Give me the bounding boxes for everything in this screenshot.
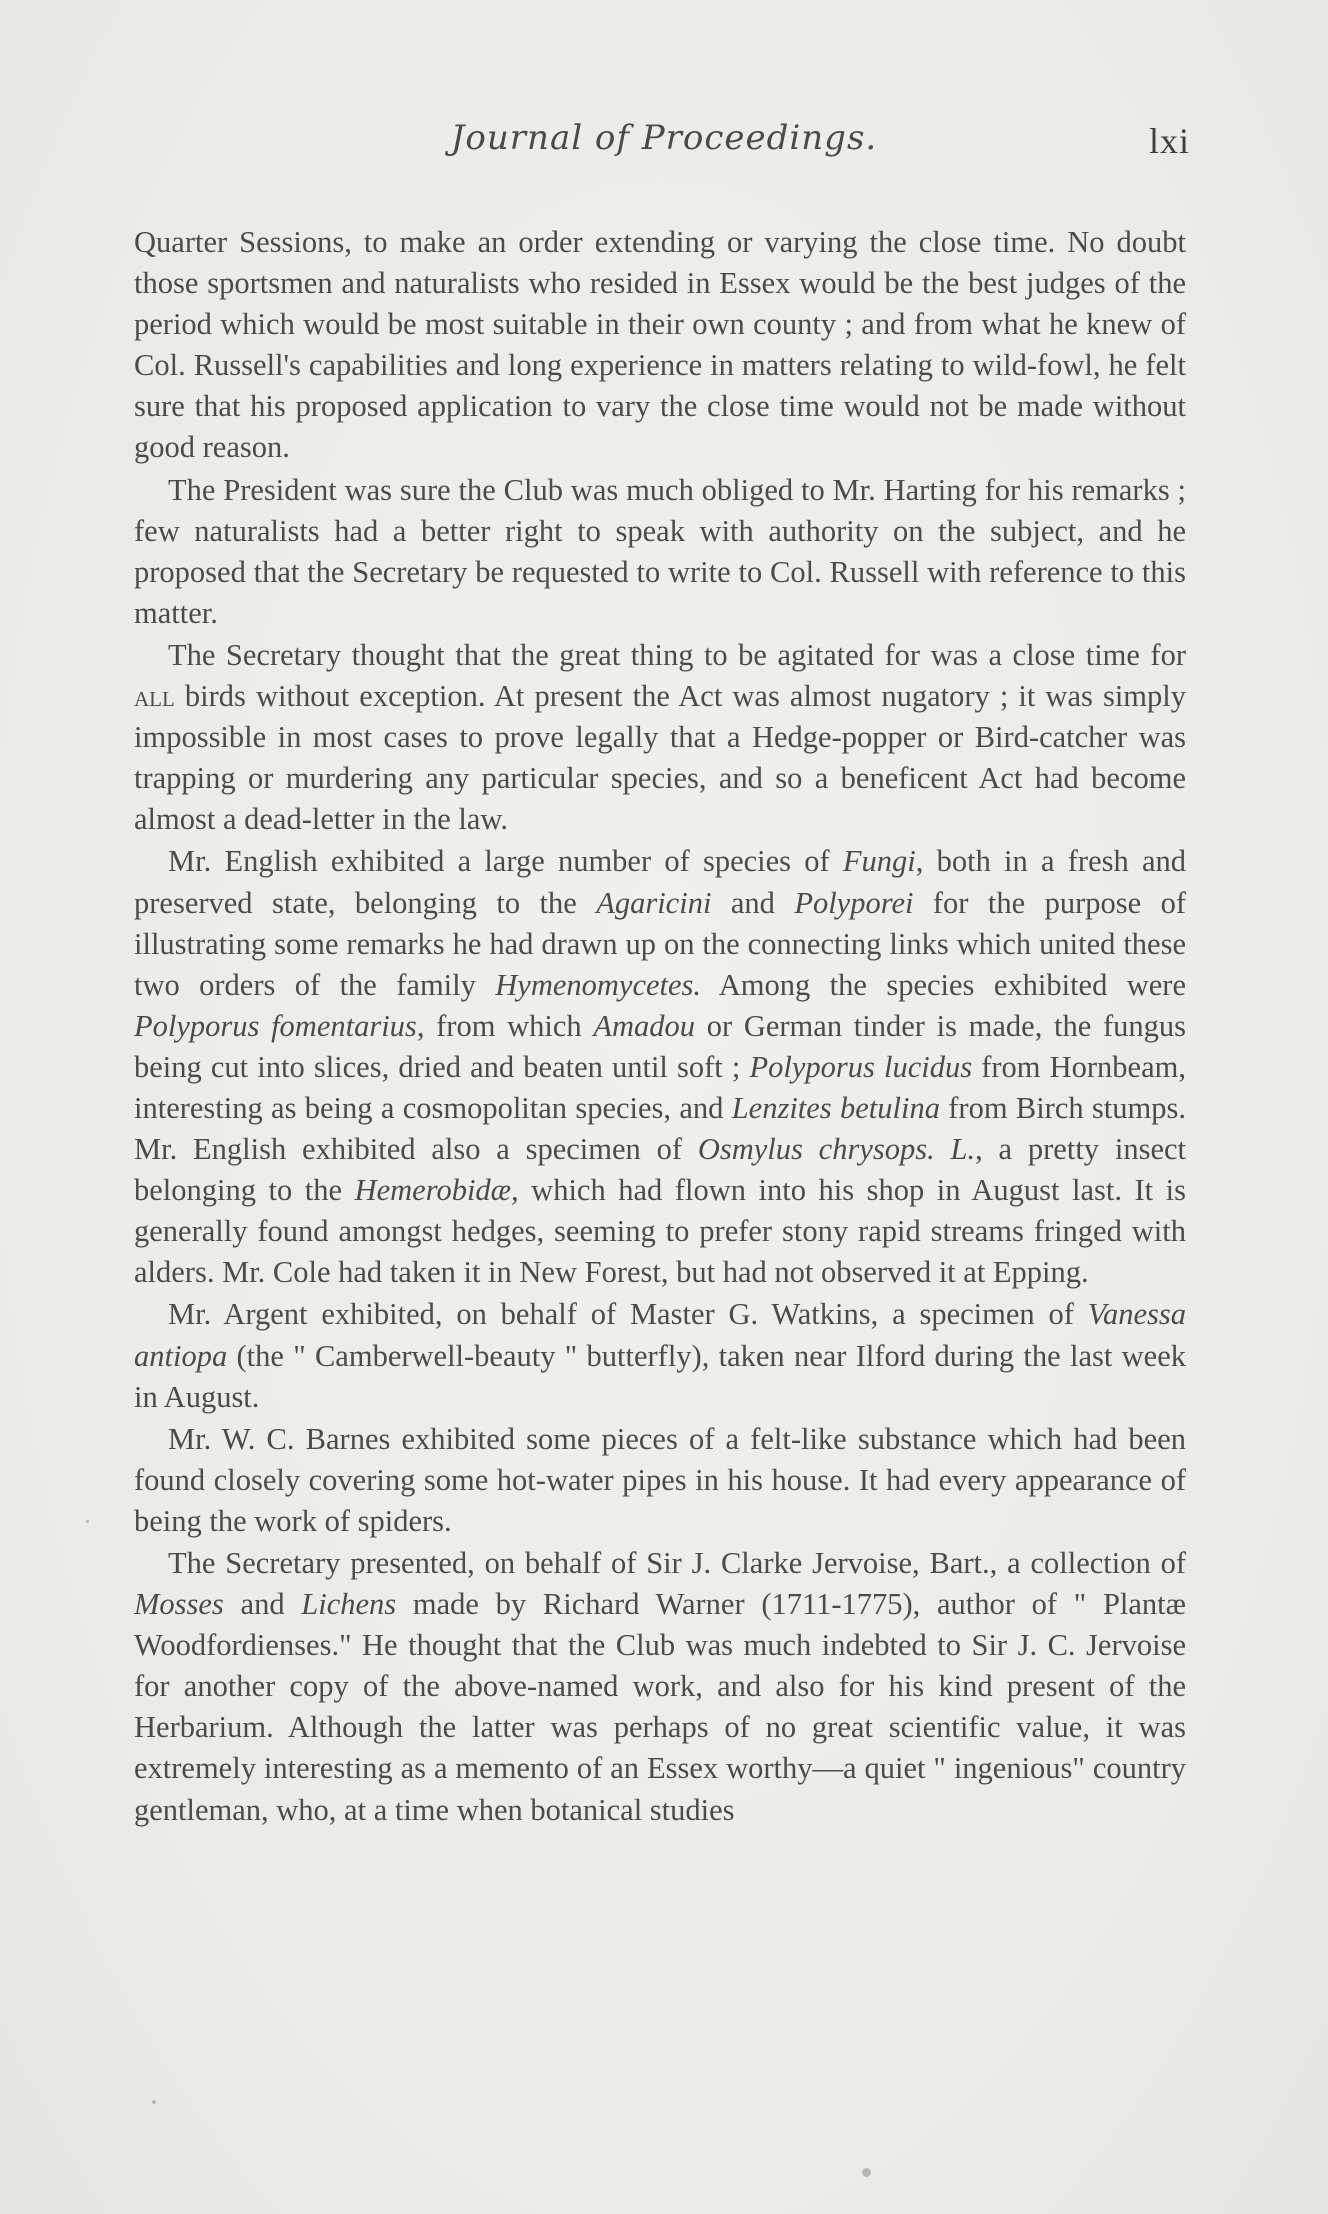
paragraph: The President was sure the Club was much obliged to Mr. Harting for his remarks ; few naturalists had a better right to speak with authority on the subject, and he proposed that the Secretary be requested to write to Col. Russell with reference to this matter. xyxy=(134,472,1186,630)
text-run: from Birch stumps. Mr. English exhibited also a specimen of xyxy=(134,1090,1186,1167)
text-run: which had flown into his shop in August last. It is generally found amongst hedges, seeming to prefer stony rapid streams fringed with alders. Mr. Cole had taken it in New Forest, but had not observed it at Epping. xyxy=(134,1173,1186,1290)
paper-speck xyxy=(862,2168,871,2177)
italic-term: Lichens xyxy=(301,1587,397,1622)
running-title: Journal of Proceedings. xyxy=(450,118,878,158)
text-run: made by Richard Warner (1711-1775), author of " Plantæ Woodfordienses." He thought that the Club was much indebted to Sir J. C. Jervoise for another copy of the above-named work, and also for his kind present of the Herbarium. Although the latter was perhaps of no great scientific value, it was extremely interesting as a memento of an Essex worthy—a quiet " ingenious" country gentleman, who, at a time when botanical studies xyxy=(134,1587,1186,1827)
small-caps-text: all xyxy=(134,679,175,714)
text-run: The Secretary thought that the great thing to be agitated for was a close time for xyxy=(168,637,1186,672)
paragraph: Mr. W. C. Barnes exhibited some pieces of a felt-like substance which had been found closely covering some hot-water pipes in his house. It had every appearance of being the work of spiders. xyxy=(134,1421,1186,1538)
text-run: from Hornbeam, interesting as being a cosmopolitan species, and xyxy=(134,1049,1186,1125)
italic-term: Vanessa antiopa xyxy=(134,1297,1186,1373)
text-run: , both in a fresh and preserved state, belonging to the xyxy=(134,844,1186,920)
italic-term: Agaricini xyxy=(596,885,712,920)
italic-term: Fungi xyxy=(842,844,916,879)
text-run: or German tinder is made, the fungus being cut into slices, dried and beaten until soft ; xyxy=(134,1008,1186,1084)
text-run: and xyxy=(711,885,795,920)
paragraph xyxy=(134,841,1186,1293)
text-run: Mr. Argent exhibited, on behalf of Master G. Watkins, a specimen of xyxy=(168,1297,1088,1332)
paragraph xyxy=(134,1294,1186,1417)
text-run: The Secretary presented, on behalf of Sir J. Clarke Jervoise, Bart., a collection of xyxy=(168,1546,1186,1580)
body-text xyxy=(134,222,1186,1832)
text-run: birds without exception. At present the Act was almost nugatory ; it was simply impossible in most cases to prove legally that a Hedge-popper or Bird-catcher was trapping or murdering any particular species, and so a beneficent Act had become almost a dead-letter in the law. xyxy=(134,679,1186,837)
italic-term: Polyporus fomentarius xyxy=(134,1008,417,1043)
italic-term: Lenzites betulina xyxy=(731,1090,940,1125)
page-number: lxi xyxy=(1148,121,1190,161)
paragraph: Quarter Sessions, to make an order extending or varying the close time. No doubt those sportsmen and naturalists who resided in Essex would be the best judges of the period which would be most suitable in their own county ; and from what he knew of Col. Russell's capabilities and long experience in matters relating to wild-fowl, he felt sure that his proposed application to vary the close time would not be made without good reason. xyxy=(134,225,1186,465)
text-run: , a pretty insect belonging to the xyxy=(134,1132,1186,1208)
italic-term: Osmylus chrysops. L. xyxy=(697,1132,976,1167)
paper-speck xyxy=(152,2100,156,2104)
italic-term: Polyporei xyxy=(794,885,914,920)
text-run: and xyxy=(223,1587,302,1622)
paper-speck xyxy=(86,1520,89,1523)
italic-term: Polyporus lucidus xyxy=(749,1049,973,1084)
text-run: Mr. English exhibited a large number of species of xyxy=(168,844,843,879)
text-run: Among the species exhibited were xyxy=(701,967,1186,1002)
italic-term: Amadou xyxy=(593,1008,696,1043)
italic-term: Hemerobidæ, xyxy=(354,1173,519,1208)
italic-term: Hymenomycetes. xyxy=(495,967,702,1002)
text-run: , from which xyxy=(416,1008,594,1043)
paragraph xyxy=(134,1543,1186,1831)
text-run: for the purpose of illustrating some remarks he had drawn up on the connecting links which united these two orders of the family xyxy=(134,885,1186,1002)
italic-term: Mosses xyxy=(134,1587,224,1622)
text-run: (the " Camberwell-beauty " butterfly), taken near Ilford during the last week in August. xyxy=(134,1338,1186,1414)
paragraph xyxy=(134,635,1186,840)
page-header xyxy=(0,118,1328,178)
